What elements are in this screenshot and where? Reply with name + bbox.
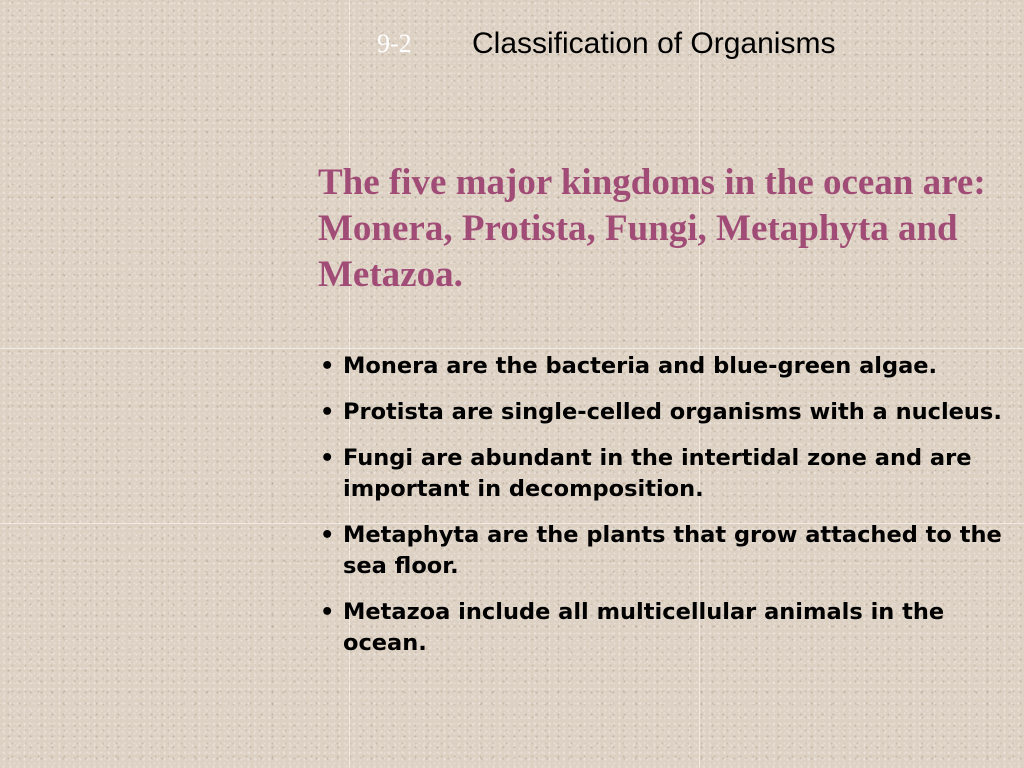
section-number: 9-2	[377, 29, 412, 58]
bullet-item-fungi	[318, 443, 1018, 505]
bullet-icon: •	[320, 445, 335, 471]
bullet-text: Fungi are abundant in the intertidal zone and are important in decomposition.	[343, 445, 972, 502]
bullet-text: Protista are single-celled organisms with a nucleus.	[343, 399, 1002, 425]
bullet-list	[318, 351, 1018, 674]
grid-line-horizontal-1	[0, 348, 1024, 349]
bullet-icon: •	[320, 399, 335, 425]
bullet-item-metazoa	[318, 597, 1018, 659]
bullet-item-metaphyta	[318, 520, 1018, 582]
bullet-icon: •	[320, 599, 335, 625]
bullet-text: Monera are the bacteria and blue-green algae.	[343, 353, 938, 379]
slide-heading: The five major kingdoms in the ocean are: Monera, Protista, Fungi, Metaphyta and Metazoa.	[318, 162, 986, 295]
bullet-item-monera	[318, 351, 1018, 382]
bullet-item-protista	[318, 397, 1018, 428]
slide-title: Classification of Organisms	[472, 27, 836, 60]
bullet-icon: •	[320, 522, 335, 548]
bullet-text: Metazoa include all multicellular animals in the ocean.	[343, 599, 945, 656]
bullet-text: Metaphyta are the plants that grow attached to the sea floor.	[343, 522, 1002, 579]
bullet-icon: •	[320, 353, 335, 379]
